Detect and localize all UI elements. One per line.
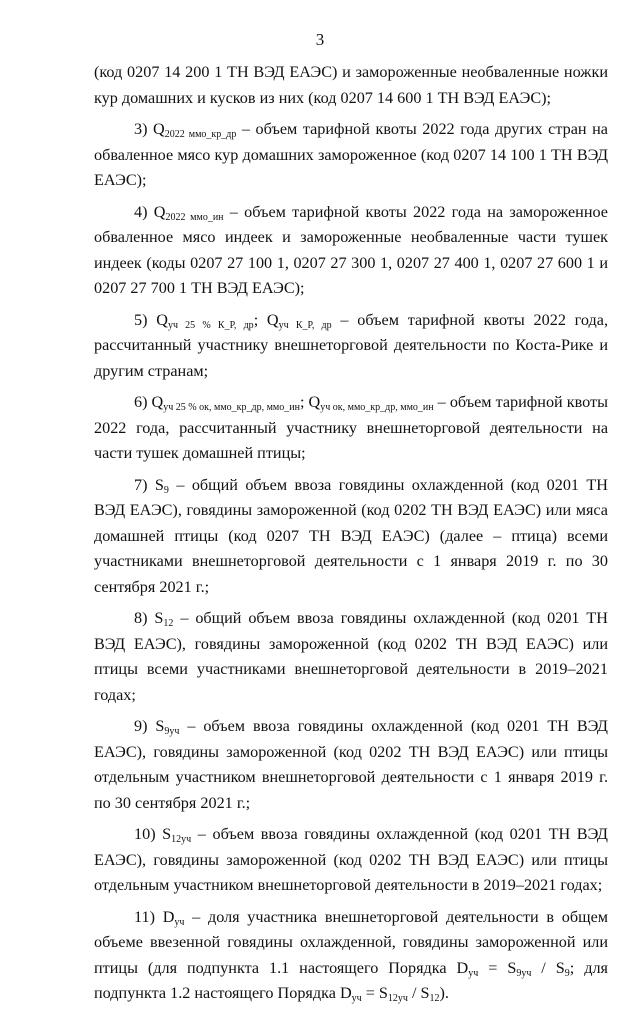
subscript: уч К_Р, др (278, 319, 332, 331)
subscript: 12 (429, 993, 440, 1004)
paragraph-item-3 (94, 117, 608, 194)
paragraph-item-5 (94, 308, 608, 385)
subscript: уч (351, 993, 362, 1004)
text-run: 4) Q (134, 202, 166, 221)
text-run: – объем тарифной квоты 2022 года, рассчитанный участнику внешнеторговой деятельности на части тушек домашней птицы; (94, 393, 609, 462)
text-run: 8) S (134, 609, 164, 627)
subscript: уч 25 % К_Р, др (167, 319, 254, 331)
page-number: 3 (315, 30, 325, 49)
text-run: – объем тарифной квоты 2022 года на замороженное обваленное мясо индеек и замороженные необваленные части тушек индеек (коды 0207 27 100 1, 0207 27 300 1, 0207 27 400 1, 0207 27 600 1 и 0207 27 700 1 ТН ВЭД ЕАЭС); (94, 202, 608, 297)
subscript: уч (468, 967, 479, 979)
subscript: уч ок, ммо_кр_др, ммо_ин (320, 402, 434, 413)
subscript: 9уч (164, 726, 180, 737)
document-body (94, 60, 608, 1013)
text-run: – объем тарифной квоты 2022 года других стран на обваленное мясо кур домашних замороженное (код 0207 14 100 1 ТН ВЭД ЕАЭС); (94, 120, 608, 189)
text-run: – объем тарифной квоты 2022 года, рассчитанный участнику внешнеторговой деятельности по Коста-Рике и другим странам; (94, 310, 609, 380)
text-run: 3) Q (134, 120, 165, 138)
text-run: – объем ввоза говядины охлажденной (код 0201 ТН ВЭД ЕАЭС), говядины замороженной (код 0202 ТН ВЭД ЕАЭС) или птицы отдельным участником внешнеторговой деятельности в 2019–2021 годах; (94, 825, 608, 894)
paragraph-item-4 (94, 200, 608, 302)
text-run: = S (478, 958, 517, 977)
subscript: 2022 ммо_кр_др (164, 129, 237, 140)
text-run: = S (361, 984, 388, 1002)
subscript: 12уч (387, 993, 408, 1004)
paragraph-item-8 (94, 606, 608, 708)
text-run: – общий объем ввоза говядины охлажденной (код 0201 ТН ВЭД ЕАЭС), говядины замороженной (код 0202 ТН ВЭД ЕАЭС) или мяса домашней птицы (код 0207 ТН ВЭД ЕАЭС) (далее – птица) всеми участниками внешнеторговой деятельности с 1 января 2019 г. по 30 сентября 2021 г.; (94, 475, 608, 596)
subscript: 9 (163, 484, 169, 496)
paragraph-item-7 (94, 473, 608, 601)
text-run: ; для подпункта 1.2 настоящего Порядка D (94, 958, 608, 1002)
text-run: 6) Q (134, 393, 164, 411)
text-run: ). (439, 984, 449, 1002)
subscript: 12 (163, 618, 174, 629)
paragraph-item-11 (94, 905, 608, 1007)
text-run: 7) S (134, 475, 164, 494)
subscript: 12уч (171, 834, 192, 845)
text-run: ; Q (253, 310, 279, 329)
subscript: 9 (564, 967, 570, 979)
paragraph-item-6 (94, 390, 608, 467)
text-run: 10) S (134, 825, 172, 843)
text-run: / S (407, 984, 430, 1002)
subscript: уч (174, 916, 185, 928)
text-run: ; Q (299, 393, 321, 411)
paragraph-code-continuation (94, 60, 608, 111)
paragraph-item-9 (94, 714, 608, 816)
text-run: – доля участника внешнеторговой деятельности в общем объеме ввезенной говядины охлажденной, говядины замороженной или птицы (для подпункта 1.1 настоящего Порядка D (94, 907, 608, 977)
text-run: 9) S (134, 717, 165, 735)
subscript: 9уч (516, 967, 532, 979)
text-run: 11) D (134, 907, 175, 926)
text-run: / S (531, 958, 565, 977)
paragraph-item-10 (94, 822, 608, 899)
subscript: уч 25 % ок, ммо_кр_др, ммо_ин (163, 402, 300, 413)
text-run: – объем ввоза говядины охлажденной (код 0201 ТН ВЭД ЕАЭС), говядины замороженной (код 0202 ТН ВЭД ЕАЭС) или птицы отдельным участником внешнеторговой деятельности с 1 января 2019 г. по 30 сентября 2021 г.; (94, 717, 608, 812)
subscript: 2022 ммо_ин (165, 211, 224, 223)
text-run: (код 0207 14 200 1 ТН ВЭД ЕАЭС) и замороженные необваленные ножки кур домашних и кусков из них (код 0207 14 600 1 ТН ВЭД ЕАЭС); (94, 63, 608, 107)
text-run: – общий объем ввоза говядины охлажденной (код 0201 ТН ВЭД ЕАЭС), говядины замороженной (код 0202 ТН ВЭД ЕАЭС) или птицы всеми участниками внешнеторговой деятельности в 2019–2021 годах; (94, 609, 608, 704)
text-run: 5) Q (134, 310, 168, 329)
